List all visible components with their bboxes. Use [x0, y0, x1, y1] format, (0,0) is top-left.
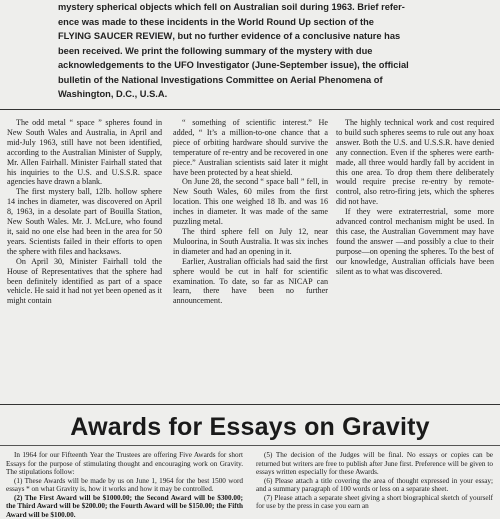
article-column-2	[173, 118, 328, 306]
article-column-3	[336, 118, 494, 277]
article-paragraph: If they were extraterrestrial, some more advanced control mechanism might be used. In this case, the Australian Government may have found the answer —and possibly a clue to their purpose—on opening the spheres. To the best of our knowledge, Australian officials have been silent as to what was discovered.	[336, 207, 494, 276]
intro-line: ence was made to these incidents in the World Round Up section of the	[58, 15, 460, 30]
intro-line-rest: , but no further evidence of a conclusive nature has	[172, 31, 400, 41]
essay-paragraph: In 1964 for our Fifteenth Year the Trustees are offering Five Awards for short Essays for the purpose of stimulating thought and encouraging work on Gravity. The stipulations follow:	[6, 451, 243, 477]
section-divider	[0, 109, 500, 110]
article-paragraph: On April 30, Minister Fairhall told the House of Representatives that the sphere had been definitely identified as part of a space vehicle. He said it had not yet been opened as it might contain	[7, 257, 162, 307]
intro-line: acknowledgements to the UFO Investigator (June-September issue), the official	[58, 58, 460, 73]
article-paragraph: The first mystery ball, 12lb. hollow sphere 14 inches in diameter, was discovered on April 8, 1963, in a desolate part of Bouilla Station, New South Wales. Mr. J. McLure, who found it, said no one else had been in the area for 50 years. Scientists failed in their efforts to open the sphere with files and hacksaws.	[7, 187, 162, 256]
article-paragraph: Earlier, Australian officials had said the first sphere would be cut in half for scientific examination. To date, so far as NICAP can learn, there have been no further announcement.	[173, 257, 328, 307]
essay-column-2	[256, 451, 493, 511]
intro-line: Washington, D.C., U.S.A.	[58, 87, 460, 102]
intro-line	[58, 29, 460, 44]
article-paragraph: “ something of scientific interest.” He added, “ It’s a million-to-one chance that a piece of orbiting hardware should survive the temperature of re-entry and be recovered in one piece.” Australian scientists said later it might have been protected by a heat shield.	[173, 118, 328, 177]
intro-line: mystery spherical objects which fell on Australian soil during 1963. Brief refer-	[58, 0, 460, 15]
essay-paragraph: (1) These Awards will be made by us on June 1, 1964 for the best 1500 word essays * on what Gravity is, how it works and how it may be controlled.	[6, 477, 243, 494]
section-divider	[0, 404, 500, 405]
article-column-1	[7, 118, 162, 306]
publication-name: FLYING SAUCER REVIEW	[58, 31, 172, 41]
essay-paragraph: (7) Please attach a separate sheet giving a short biographical sketch of yourself for use by the press in case you earn an	[256, 494, 493, 511]
intro-line: bulletin of the National Investigations Committee on Aerial Phenomena of	[58, 73, 460, 88]
article-paragraph: The third sphere fell on July 12, near Muloorina, in South Australia. It was six inches in diameter and had an opening in it.	[173, 227, 328, 257]
essay-column-1	[6, 451, 243, 519]
essay-paragraph: (2) The First Award will be $1000.00; the Second Award will be $300.00; the Third Award will be $200.00; the Fourth Award will be $150.00; the Fifth Award will be $100.00.	[6, 494, 243, 519]
essay-section-title: Awards for Essays on Gravity	[0, 412, 500, 442]
article-paragraph: The odd metal “ space ” spheres found in New South Wales and Australia, in April and mid-July 1963, still have not been identified, according to the Australian Minister of Supply, Mr. Allen Fairhall. Minister Fairhall stated that his inquiries to the U.S. and U.S.S.R. space agencies have drawn a blank.	[7, 118, 162, 187]
intro-line: been received. We print the following summary of the mystery with due	[58, 44, 460, 59]
article-paragraph: On June 28, the second “ space ball ” fell, in New South Wales, 60 miles from the first location. This one weighed 18 lb. and was 16 inches in diameter. It was made of the same puzzling metal.	[173, 177, 328, 227]
essay-paragraph: (5) The decision of the Judges will be final. No essays or copies can be returned but writers are free to publish after June first. Preference will be given to essays written especially for these Awards.	[256, 451, 493, 477]
essay-paragraph: (6) Please attach a title covering the area of thought expressed in your essay; and a summary paragraph of 100 words or less on a separate sheet.	[256, 477, 493, 494]
article-paragraph: The highly technical work and cost required to build such spheres seems to rule out any hoax answer. Both the U.S. and U.S.S.R. have denied any connection. Even if the spheres were earth-made, all three would hardly fall by accident in this one area. To drop them there deliberately would require precise re-entry by remote-control, also retro-firing jets, which the spheres did not have.	[336, 118, 494, 207]
intro-paragraph	[58, 0, 460, 102]
title-underline	[0, 445, 500, 446]
